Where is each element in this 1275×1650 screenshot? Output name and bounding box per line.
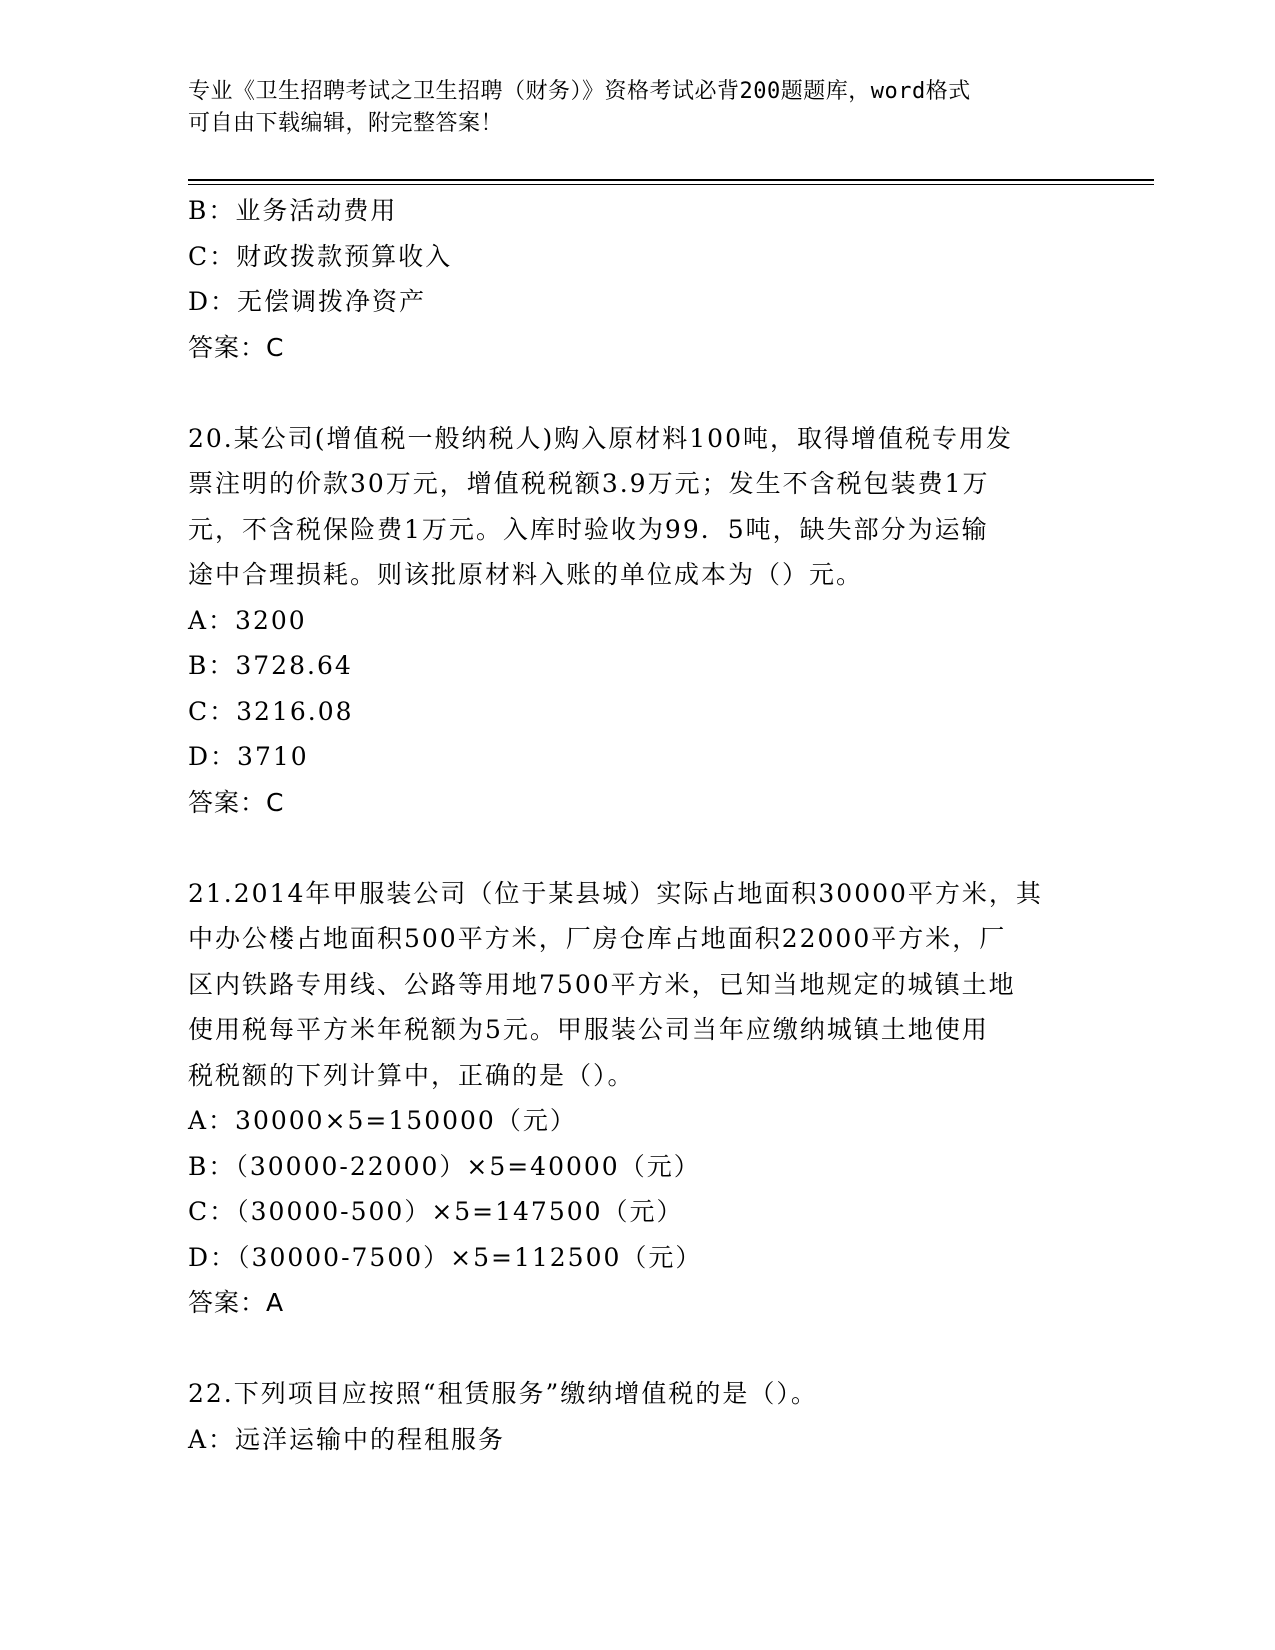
answer-line: 答案：C (188, 332, 285, 362)
question-spacer (188, 825, 1088, 871)
question-19-continued (188, 188, 1088, 370)
question-22 (188, 1371, 1088, 1462)
header-title-line-2: 可自由下载编辑，附完整答案！ (188, 111, 504, 136)
page-header (188, 76, 1088, 140)
question-text-line: 票注明的价款30万元，增值税税额3.9万元；发生不含税包装费1万 (188, 469, 990, 498)
option-c: C：（30000-500）×5=147500（元） (188, 1197, 684, 1226)
question-21 (188, 871, 1088, 1326)
question-text-line: 中办公楼占地面积500平方米，厂房仓库占地面积22000平方米，厂 (188, 924, 1007, 953)
question-text-line: 区内铁路专用线、公路等用地7500平方米，已知当地规定的城镇土地 (188, 969, 1016, 999)
question-text-line: 21.2014年甲服装公司（位于某县城）实际占地面积30000平方米，其 (188, 878, 1043, 908)
question-text-line: 20.某公司(增值税一般纳税人)购入原材料100吨，取得增值税专用发 (188, 423, 1013, 453)
question-20 (188, 416, 1088, 826)
option-a: A：远洋运输中的程租服务 (188, 1424, 506, 1454)
question-text-line: 途中合理损耗。则该批原材料入账的单位成本为（）元。 (188, 560, 864, 589)
option-c: C：3216.08 (188, 696, 354, 726)
option-c: C：财政拨款预算收入 (188, 241, 453, 271)
option-a: A：30000×5=150000（元） (188, 1106, 577, 1135)
header-divider-thin (188, 184, 1154, 185)
option-b: B：（30000-22000）×5=40000（元） (188, 1151, 701, 1181)
question-text-line: 22.下列项目应按照“租赁服务”缴纳增值税的是（）。 (188, 1379, 818, 1408)
question-text-line: 使用税每平方米年税额为5元。甲服装公司当年应缴纳城镇土地使用 (188, 1015, 989, 1044)
option-b: B：业务活动费用 (188, 196, 398, 225)
option-d: D：无偿调拨净资产 (188, 287, 427, 316)
header-divider-thick (188, 179, 1154, 181)
option-d: D：3710 (188, 742, 309, 771)
option-b: B：3728.64 (188, 651, 353, 680)
answer-line: 答案：A (188, 1288, 285, 1317)
question-spacer (188, 1326, 1088, 1372)
option-d: D：（30000-7500）×5=112500（元） (188, 1242, 703, 1272)
question-text-line: 元，不含税保险费1万元。入库时验收为99．5吨，缺失部分为运输 (188, 514, 989, 544)
header-title-line-1: 专业《卫生招聘考试之卫生招聘（财务）》资格考试必背200题题库，word格式 (188, 79, 971, 104)
answer-line: 答案：C (188, 787, 285, 817)
option-a: A：3200 (188, 605, 307, 635)
question-content (188, 188, 1088, 1462)
question-text-line: 税税额的下列计算中，正确的是（）。 (188, 1060, 635, 1090)
question-spacer (188, 370, 1088, 416)
